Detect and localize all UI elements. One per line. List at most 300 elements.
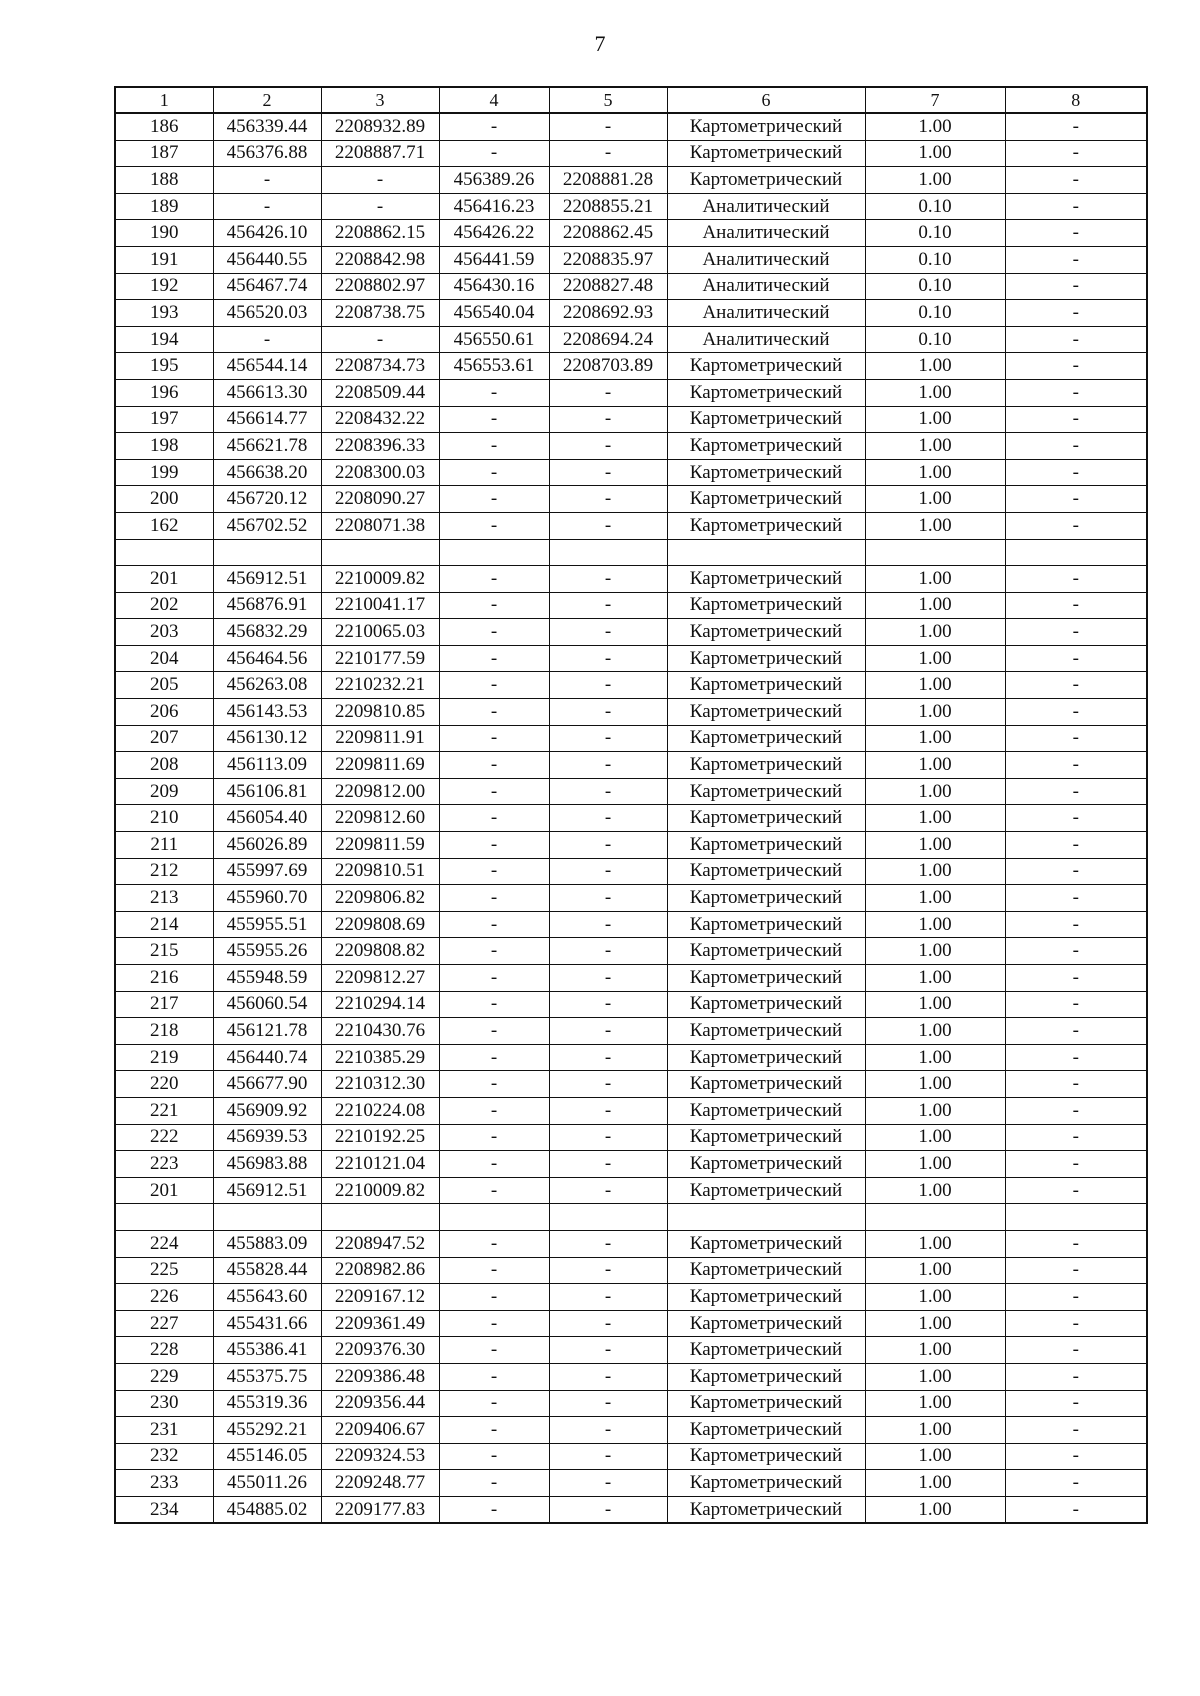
table-cell: - [439,1470,549,1497]
table-cell: 223 [115,1151,213,1178]
table-cell: 2208802.97 [321,273,439,300]
table-cell: 198 [115,433,213,460]
table-cell: 188 [115,167,213,194]
table-cell: 1.00 [865,1257,1005,1284]
table-cell [321,539,439,566]
table-cell: 455955.26 [213,938,321,965]
table-cell: 456939.53 [213,1124,321,1151]
table-cell: - [213,193,321,220]
table-cell: Картометрический [667,353,865,380]
table-cell: Картометрический [667,1496,865,1523]
table-cell: 456121.78 [213,1018,321,1045]
table-cell: - [1005,1337,1147,1364]
table-cell: - [1005,858,1147,885]
table-cell: - [1005,1284,1147,1311]
table-cell: Картометрический [667,965,865,992]
table-row [115,1097,1147,1124]
table-cell: 456553.61 [439,353,549,380]
table-cell: 2209808.69 [321,911,439,938]
table-cell: 1.00 [865,1337,1005,1364]
table-cell: 456440.55 [213,246,321,273]
table-cell [213,539,321,566]
table-cell: 1.00 [865,991,1005,1018]
table-cell [549,1204,667,1231]
table-cell: - [1005,326,1147,353]
table-cell: - [549,433,667,460]
table-cell: 219 [115,1044,213,1071]
table-cell: Картометрический [667,406,865,433]
table-cell: Картометрический [667,725,865,752]
table-cell: 2209361.49 [321,1310,439,1337]
table-cell: 222 [115,1124,213,1151]
table-row [115,246,1147,273]
table-row [115,1496,1147,1523]
table-cell: 193 [115,300,213,327]
table-row [115,1071,1147,1098]
table-cell: - [213,167,321,194]
table-cell: 1.00 [865,672,1005,699]
table-cell: 456613.30 [213,379,321,406]
table-cell: 455431.66 [213,1310,321,1337]
table-cell: Картометрический [667,379,865,406]
table-cell: 2208982.86 [321,1257,439,1284]
table-cell: - [1005,699,1147,726]
table-cell: 221 [115,1097,213,1124]
table-cell: 1.00 [865,619,1005,646]
table-cell [115,1204,213,1231]
table-cell: - [1005,1071,1147,1098]
table-cell: - [549,778,667,805]
table-cell: - [1005,566,1147,593]
table-row [115,1284,1147,1311]
coordinates-table [114,86,1148,1524]
table-cell: - [1005,619,1147,646]
table-cell: 456520.03 [213,300,321,327]
table-cell: - [439,1151,549,1178]
table-cell: 2208738.75 [321,300,439,327]
table-cell: Картометрический [667,140,865,167]
table-row [115,113,1147,140]
table-cell: Аналитический [667,326,865,353]
table-cell: - [1005,300,1147,327]
table-cell: - [439,566,549,593]
table-cell: 1.00 [865,778,1005,805]
table-cell: - [549,512,667,539]
table-row [115,1230,1147,1257]
table-cell: 226 [115,1284,213,1311]
table-cell: 1.00 [865,1124,1005,1151]
table-cell: 2210192.25 [321,1124,439,1151]
table-cell: - [549,805,667,832]
table-cell: 456263.08 [213,672,321,699]
table-cell: - [549,566,667,593]
table-cell: 201 [115,566,213,593]
table-cell: 456909.92 [213,1097,321,1124]
table-cell: 194 [115,326,213,353]
table-cell: 1.00 [865,1230,1005,1257]
table-cell: - [1005,353,1147,380]
table-cell: - [439,858,549,885]
table-cell: 2208703.89 [549,353,667,380]
table-cell: 456876.91 [213,592,321,619]
table-row [115,433,1147,460]
table-cell: - [549,1443,667,1470]
table-row [115,379,1147,406]
table-cell: Картометрический [667,1097,865,1124]
table-cell: - [549,592,667,619]
table-row [115,778,1147,805]
table-cell: 233 [115,1470,213,1497]
table-row [115,566,1147,593]
table-cell: 2208694.24 [549,326,667,353]
table-cell: 456440.74 [213,1044,321,1071]
table-cell: - [1005,246,1147,273]
table-cell: 455292.21 [213,1417,321,1444]
table-cell: 456060.54 [213,991,321,1018]
table-cell: - [549,1230,667,1257]
table-cell: 225 [115,1257,213,1284]
table-cell: 1.00 [865,911,1005,938]
table-cell: - [549,1151,667,1178]
table-cell: - [1005,1151,1147,1178]
table-cell: - [1005,1257,1147,1284]
table-cell [865,1204,1005,1231]
table-cell [439,539,549,566]
table-cell: - [1005,1496,1147,1523]
table-cell: 2210294.14 [321,991,439,1018]
table-cell: - [439,885,549,912]
table-cell: Картометрический [667,778,865,805]
table-cell: - [439,433,549,460]
column-header: 6 [667,87,865,113]
table-cell: 208 [115,752,213,779]
table-cell: - [439,1337,549,1364]
table-cell: 455960.70 [213,885,321,912]
table-cell: Картометрический [667,1284,865,1311]
table-cell: - [1005,938,1147,965]
table-cell: 228 [115,1337,213,1364]
table-cell: - [321,167,439,194]
table-cell: 0.10 [865,273,1005,300]
table-row [115,911,1147,938]
table-cell: 220 [115,1071,213,1098]
table-cell: 2209812.00 [321,778,439,805]
table-row [115,1044,1147,1071]
table-cell: 213 [115,885,213,912]
table-cell: - [439,938,549,965]
table-cell: 1.00 [865,1496,1005,1523]
table-cell: - [439,379,549,406]
table-cell: - [549,725,667,752]
table-cell: 455375.75 [213,1363,321,1390]
table-cell: Картометрический [667,1310,865,1337]
table-row [115,645,1147,672]
table-cell: 231 [115,1417,213,1444]
table-cell: 1.00 [865,858,1005,885]
table-cell: 1.00 [865,1177,1005,1204]
table-cell: - [439,1071,549,1098]
table-cell: 2210224.08 [321,1097,439,1124]
table-cell: Картометрический [667,1018,865,1045]
table-cell: - [1005,1177,1147,1204]
table-cell: Картометрический [667,433,865,460]
table-cell: 1.00 [865,645,1005,672]
table-cell: 206 [115,699,213,726]
table-cell: - [1005,406,1147,433]
table-cell: - [1005,113,1147,140]
table-cell: Картометрический [667,1257,865,1284]
table-cell: 2208855.21 [549,193,667,220]
table-cell: 456026.89 [213,832,321,859]
table-cell: - [439,406,549,433]
table-cell: 456426.10 [213,220,321,247]
table-cell: 2208300.03 [321,459,439,486]
table-cell: Картометрический [667,991,865,1018]
table-cell: Картометрический [667,1337,865,1364]
table-cell: Картометрический [667,512,865,539]
table-cell: - [549,1496,667,1523]
table-cell: - [1005,1097,1147,1124]
table-cell: 455828.44 [213,1257,321,1284]
table-cell: 2208071.38 [321,512,439,539]
table-cell: - [549,1310,667,1337]
table-cell: - [1005,433,1147,460]
table-cell: 1.00 [865,1363,1005,1390]
table-cell: - [439,645,549,672]
table-cell: 2209811.91 [321,725,439,752]
table-cell: - [1005,752,1147,779]
table-row [115,1257,1147,1284]
table-cell: - [439,113,549,140]
table-cell: - [1005,273,1147,300]
table-cell: - [1005,1470,1147,1497]
table-cell: - [439,725,549,752]
table-row [115,220,1147,247]
table-cell: - [549,1097,667,1124]
table-cell: 456106.81 [213,778,321,805]
table-cell: 2209812.27 [321,965,439,992]
table-cell: - [549,699,667,726]
table-cell: - [549,991,667,1018]
table-cell: 189 [115,193,213,220]
table-row [115,1018,1147,1045]
table-cell: - [549,1390,667,1417]
table-cell: 456464.56 [213,645,321,672]
table-cell: 215 [115,938,213,965]
table-cell: - [549,1044,667,1071]
table-cell [549,539,667,566]
table-cell: - [1005,1443,1147,1470]
table-cell: - [549,1257,667,1284]
table-cell: - [1005,1390,1147,1417]
table-cell [1005,539,1147,566]
table-cell: Картометрический [667,459,865,486]
table-cell: 197 [115,406,213,433]
table-cell: 1.00 [865,1071,1005,1098]
table-cell: 212 [115,858,213,885]
table-cell: 209 [115,778,213,805]
table-row [115,1390,1147,1417]
table-cell: 456416.23 [439,193,549,220]
table-cell: - [1005,379,1147,406]
table-row [115,1177,1147,1204]
table-cell: Картометрический [667,672,865,699]
table-cell: - [1005,725,1147,752]
table-cell: 0.10 [865,193,1005,220]
table-row [115,486,1147,513]
table-cell: 191 [115,246,213,273]
table-cell: - [1005,832,1147,859]
table-cell: - [321,326,439,353]
table-row [115,858,1147,885]
table-cell: 456614.77 [213,406,321,433]
separator-row [115,1204,1147,1231]
column-header: 4 [439,87,549,113]
table-body [115,113,1147,1523]
table-cell: Картометрический [667,592,865,619]
table-row [115,1151,1147,1178]
table-cell: Картометрический [667,938,865,965]
table-cell: - [439,459,549,486]
table-cell: Аналитический [667,220,865,247]
table-cell: 201 [115,1177,213,1204]
table-cell: 2208842.98 [321,246,439,273]
table-cell: 2210009.82 [321,1177,439,1204]
table-cell: 456467.74 [213,273,321,300]
table-cell: - [1005,512,1147,539]
table-cell: - [1005,1124,1147,1151]
table-cell: - [549,486,667,513]
table-cell: Картометрический [667,1230,865,1257]
table-cell: 2210232.21 [321,672,439,699]
table-cell: 2208881.28 [549,167,667,194]
table-row [115,885,1147,912]
table-cell: 456912.51 [213,566,321,593]
table-cell: 2210430.76 [321,1018,439,1045]
table-cell: 1.00 [865,1443,1005,1470]
table-cell: Картометрический [667,1470,865,1497]
table-cell: 205 [115,672,213,699]
table-cell: - [549,672,667,699]
table-cell: Картометрический [667,1417,865,1444]
table-cell: - [549,113,667,140]
table-cell: - [1005,778,1147,805]
table-cell: 195 [115,353,213,380]
table-cell: - [549,885,667,912]
table-cell: - [439,140,549,167]
table-cell: 1.00 [865,1390,1005,1417]
table-cell: 2208509.44 [321,379,439,406]
table-cell: 202 [115,592,213,619]
table-cell: - [439,832,549,859]
table-cell: - [439,778,549,805]
table-cell: 217 [115,991,213,1018]
column-header: 5 [549,87,667,113]
table-cell: - [439,1390,549,1417]
table-cell: 1.00 [865,1044,1005,1071]
table-cell: - [549,832,667,859]
table-cell: 2208835.97 [549,246,667,273]
table-cell: Картометрический [667,1044,865,1071]
table-cell: - [549,645,667,672]
table-cell: 456550.61 [439,326,549,353]
table-cell: Картометрический [667,832,865,859]
table-cell: 1.00 [865,566,1005,593]
table-cell: Картометрический [667,113,865,140]
table-cell: 1.00 [865,1284,1005,1311]
table-cell: 456677.90 [213,1071,321,1098]
table-row [115,512,1147,539]
table-row [115,725,1147,752]
table-cell: - [549,1337,667,1364]
table-cell: 2210177.59 [321,645,439,672]
table-cell: - [439,1443,549,1470]
table-cell [865,539,1005,566]
table-cell: 2209811.59 [321,832,439,859]
table-cell: 2208734.73 [321,353,439,380]
table-cell: - [1005,645,1147,672]
table-row [115,1310,1147,1337]
table-cell: 456912.51 [213,1177,321,1204]
table-cell: 162 [115,512,213,539]
table-cell: - [549,406,667,433]
table-cell: - [321,193,439,220]
table-cell: - [439,965,549,992]
table-cell: - [1005,885,1147,912]
table-row [115,273,1147,300]
table-cell: 204 [115,645,213,672]
separator-row [115,539,1147,566]
table-cell: - [439,672,549,699]
table-cell: - [549,911,667,938]
table-cell: 456983.88 [213,1151,321,1178]
table-cell: 1.00 [865,1417,1005,1444]
table-cell: 454885.02 [213,1496,321,1523]
table-row [115,965,1147,992]
table-cell [321,1204,439,1231]
table-cell: 1.00 [865,512,1005,539]
table-cell: 1.00 [865,1018,1005,1045]
table-cell: - [549,1417,667,1444]
table-cell: - [1005,965,1147,992]
table-cell: - [549,1018,667,1045]
table-cell: - [549,1363,667,1390]
table-cell: 2209812.60 [321,805,439,832]
table-cell: - [1005,1230,1147,1257]
table-cell: 456720.12 [213,486,321,513]
table-cell: 2209810.51 [321,858,439,885]
table-row [115,459,1147,486]
table-cell: - [439,1177,549,1204]
table-cell: - [213,326,321,353]
table-cell: Картометрический [667,1390,865,1417]
table-cell: 455997.69 [213,858,321,885]
table-cell: - [439,752,549,779]
table-cell: - [1005,167,1147,194]
table-cell [439,1204,549,1231]
table-cell: - [439,1417,549,1444]
table-cell: - [1005,459,1147,486]
table-cell: 2208827.48 [549,273,667,300]
table-cell: - [1005,1044,1147,1071]
table-cell: 1.00 [865,1310,1005,1337]
table-cell: - [439,619,549,646]
table-cell: 1.00 [865,699,1005,726]
table-cell: 455643.60 [213,1284,321,1311]
table-cell: 2209811.69 [321,752,439,779]
table-cell: 1.00 [865,113,1005,140]
table-cell: 2209806.82 [321,885,439,912]
